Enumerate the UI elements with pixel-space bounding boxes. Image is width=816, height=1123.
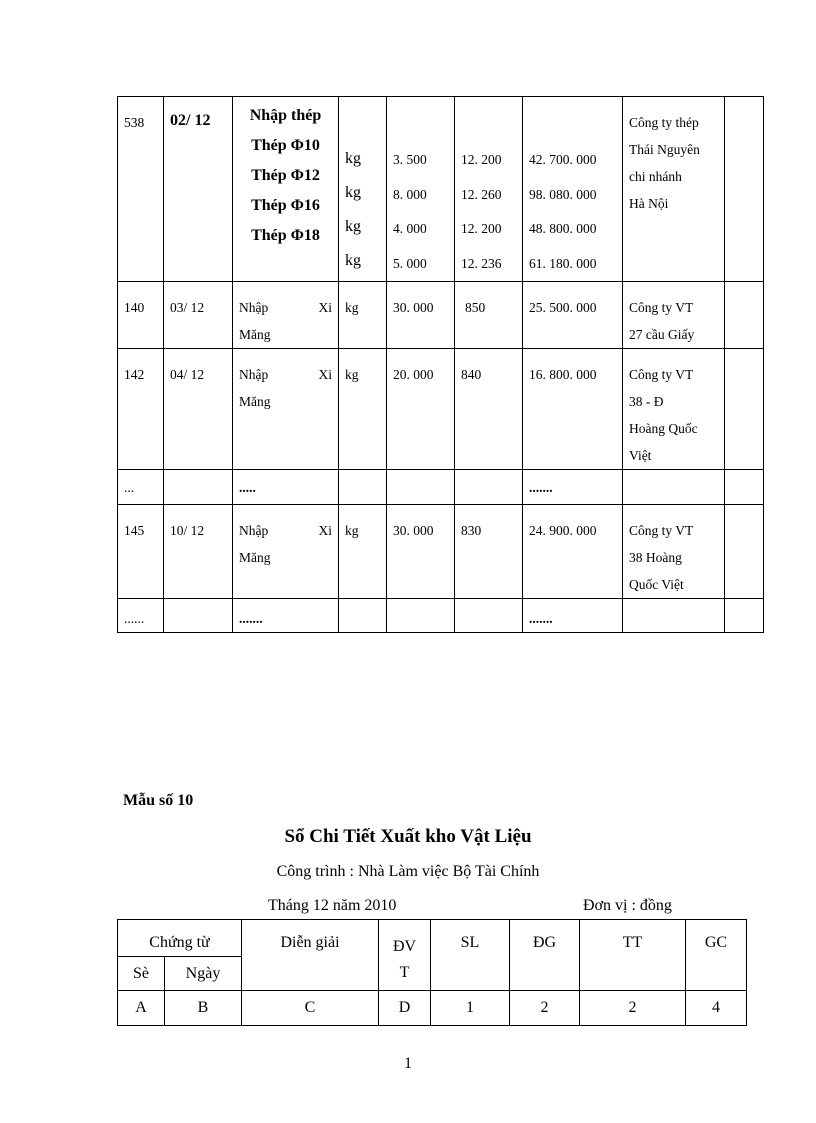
voucher-number: ...... <box>124 611 145 626</box>
supplier-line: 38 - Đ <box>629 394 664 409</box>
unit-price-cell: 12. 200 <box>461 152 502 167</box>
unit-price-header: ĐG <box>532 934 557 951</box>
code-cell: 1 <box>466 999 474 1016</box>
unit-cell: kg <box>345 523 359 538</box>
supplier-line: Việt <box>629 448 652 463</box>
voucher-number: 145 <box>124 523 145 538</box>
amount-header: TT <box>622 934 643 951</box>
description-word: Xi <box>318 367 332 382</box>
voucher-number: ... <box>124 480 135 495</box>
unit-cell: kg <box>345 184 361 201</box>
quantity-cell: 3. 500 <box>393 152 427 167</box>
voucher-date: 10/ 12 <box>170 523 205 538</box>
description-word: Xi <box>318 300 332 315</box>
supplier-line: 38 Hoàng <box>629 550 682 565</box>
voucher-number: 538 <box>124 115 145 130</box>
supplier-line: Quốc Việt <box>629 577 684 592</box>
supplier-line: 27 cầu Giấy <box>629 327 695 342</box>
amount-ellipsis: ....... <box>529 611 553 626</box>
code-row <box>118 991 747 1026</box>
item-name: Thép Φ18 <box>251 227 320 244</box>
code-cell: D <box>398 999 411 1016</box>
unit-cell: kg <box>345 367 359 382</box>
table-header-row <box>118 920 747 957</box>
supplier-line: Thái Nguyên <box>629 142 700 157</box>
description-header: Diễn giải <box>280 934 340 951</box>
page-number: 1 <box>404 1055 412 1072</box>
amount-cell: 24. 900. 000 <box>529 523 597 538</box>
table-row <box>118 282 764 349</box>
period-line: Tháng 12 năm 2010 <box>268 897 397 914</box>
description-word: Nhập <box>239 367 269 382</box>
voucher-date: 02/ 12 <box>170 112 211 129</box>
voucher-number: 142 <box>124 367 145 382</box>
note-header: GC <box>704 934 728 951</box>
quantity-cell: 20. 000 <box>393 367 434 382</box>
supplier-line: chi nhánh <box>629 169 682 184</box>
unit-price-cell: 840 <box>461 367 482 382</box>
table-row <box>118 470 764 505</box>
description-word: Nhập <box>239 300 269 315</box>
voucher-number-header: Sè <box>133 964 149 982</box>
table-row <box>118 97 764 282</box>
amount-cell: 98. 080. 000 <box>529 186 597 202</box>
amount-cell: 48. 800. 000 <box>529 221 597 236</box>
table-row <box>118 349 764 470</box>
quantity-cell: 4. 000 <box>393 221 427 236</box>
supplier-line: Công ty VT <box>629 523 694 538</box>
quantity-cell: 5. 000 <box>393 255 427 271</box>
unit-price-cell: 850 <box>465 300 486 315</box>
supplier-line: Công ty VT <box>629 367 694 382</box>
unit-price-cell: 830 <box>461 523 482 538</box>
description-word: Măng <box>239 550 271 565</box>
unit-cell: kg <box>345 252 361 269</box>
unit-price-cell: 12. 236 <box>461 255 502 271</box>
voucher-date: 04/ 12 <box>170 367 205 382</box>
unit-price-cell: 12. 200 <box>461 221 502 236</box>
description-word: Xi <box>318 523 332 538</box>
amount-cell: 16. 800. 000 <box>529 367 597 382</box>
form-label: Mẫu số 10 <box>123 792 194 809</box>
supplier-line: Công ty thép <box>629 115 699 130</box>
voucher-date: 03/ 12 <box>170 300 205 315</box>
unit-cell: kg <box>345 150 361 167</box>
description-word: Măng <box>239 327 271 342</box>
description-ellipsis: ....... <box>239 611 263 626</box>
unit-cell: kg <box>345 300 359 315</box>
unit-price-cell: 12. 260 <box>461 186 502 202</box>
receipt-detail-table <box>117 96 764 633</box>
currency-unit: Đơn vị : đồng <box>583 897 672 914</box>
description-word: Măng <box>239 394 271 409</box>
unit-header: ĐVT <box>392 938 417 981</box>
quantity-cell: 8. 000 <box>393 186 427 202</box>
supplier-line: Hoàng Quốc <box>629 421 698 436</box>
supplier-line: Hà Nội <box>629 196 669 211</box>
code-cell: 2 <box>628 999 637 1016</box>
unit-cell: kg <box>345 218 361 235</box>
table-row <box>118 599 764 633</box>
quantity-cell: 30. 000 <box>393 523 434 538</box>
code-cell: C <box>304 999 316 1016</box>
quantity-cell: 30. 000 <box>393 300 434 315</box>
voucher-number: 140 <box>124 300 145 315</box>
voucher-group-header: Chứng từ <box>149 934 210 951</box>
supplier-line: Công ty VT <box>629 300 694 315</box>
amount-cell: 61. 180. 000 <box>529 255 597 271</box>
amount-cell: 25. 500. 000 <box>529 300 597 315</box>
project-line: Công trình : Nhà Làm việc Bộ Tài Chính <box>276 863 540 880</box>
item-name: Thép Φ16 <box>251 197 320 214</box>
code-cell: B <box>197 999 209 1016</box>
quantity-header: SL <box>460 934 480 951</box>
amount-cell: 42. 700. 000 <box>529 152 597 167</box>
item-name: Thép Φ10 <box>251 137 320 154</box>
code-cell: 2 <box>540 999 549 1016</box>
page-title: Sổ Chi Tiết Xuất kho Vật Liệu <box>284 826 532 847</box>
description-title: Nhập thép <box>249 107 322 124</box>
code-cell: 4 <box>712 999 720 1016</box>
item-name: Thép Φ12 <box>251 167 320 184</box>
voucher-date-header: Ngày <box>185 964 221 982</box>
code-cell: A <box>135 999 147 1016</box>
issue-detail-table <box>117 919 747 1026</box>
description-word: Nhập <box>239 523 269 538</box>
amount-ellipsis: ....... <box>529 480 553 495</box>
table-row <box>118 505 764 599</box>
description-ellipsis: ..... <box>239 480 256 495</box>
